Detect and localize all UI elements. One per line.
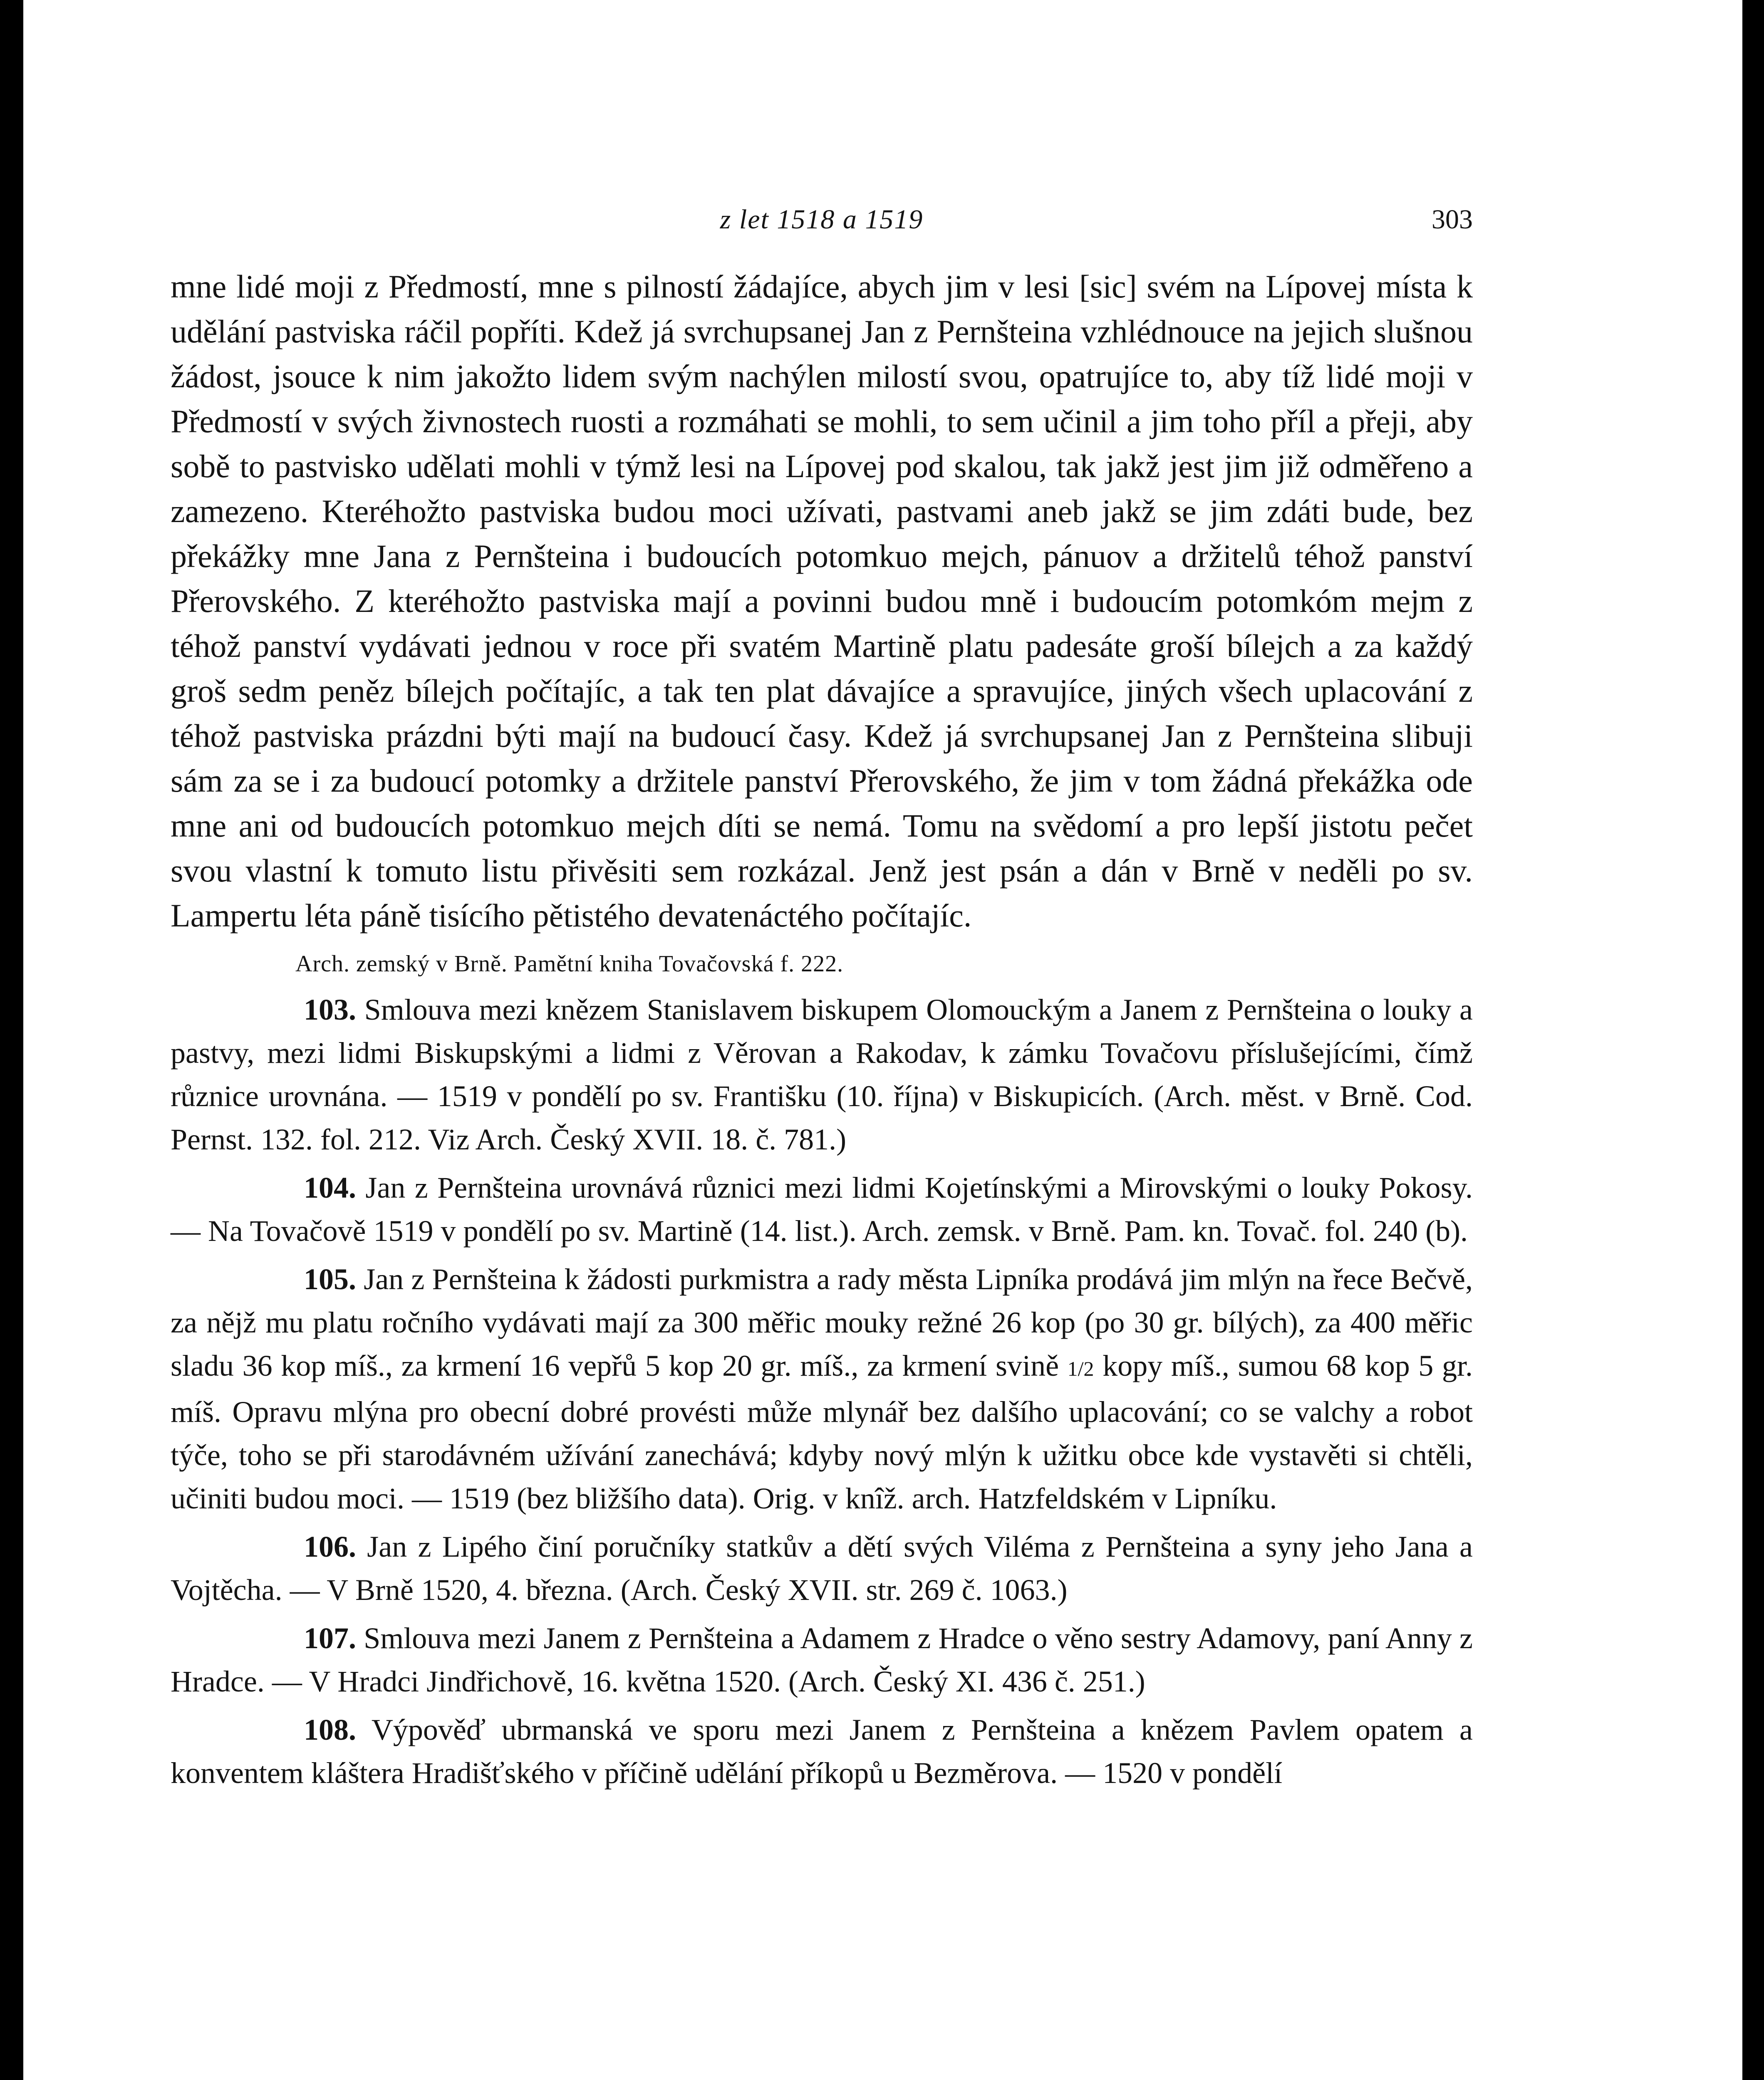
running-header: [171, 204, 1473, 241]
fraction: 1/2: [1067, 1357, 1094, 1380]
entry-text: Jan z Lipého činí poručníky statkův a dětí svých Viléma z Pernšteina a syny jeho Jana a Vojtěcha. — V Brně 1520, 4. března. (Arch. Český XVII. str. 269 č. 1063.): [171, 1530, 1473, 1607]
source-note: Arch. zemský v Brně. Pamětní kniha Tovačovská f. 222.: [295, 951, 844, 977]
page-number: 303: [1432, 204, 1473, 235]
entry-text: Jan z Pernšteina urovnává různici mezi lidmi Kojetínskými a Mirovskými o louky Pokosy. — Na Tovačově 1519 v pondělí po sv. Martině (14. list.). Arch. zemsk. v Brně. Pam. kn. Tovač. fol. 240 (b).: [171, 1171, 1473, 1248]
entry-text: Smlouva mezi knězem Stanislavem biskupem Olomouckým a Janem z Pernšteina o louky a pastvy, mezi lidmi Biskupskými a lidmi z Věrovan a Rakodav, k zámku Tovačovu příslušejícími, čímž různice urovnána. — 1519 v pondělí po sv. Františku (10. října) v Biskupicích. (Arch. měst. v Brně. Cod. Pernst. 132. fol. 212. Viz Arch. Český XVII. 18. č. 781.): [171, 993, 1473, 1156]
entry-105: [171, 1258, 1473, 1520]
entry-number: 107.: [304, 1622, 356, 1655]
entry-number: 105.: [304, 1263, 356, 1296]
entry-104: [171, 1166, 1473, 1253]
running-title: z let 1518 a 1519: [720, 204, 924, 235]
main-text-paragraph: mne lidé moji z Předmostí, mne s pilností žádajíce, abych jim v lesi [sic] svém na Lípovej místa k udělání pastviska ráčil popříti. Kdež já svrchupsanej Jan z Pernšteina vzhlédnouce na jejich slušnou žádost, jsouce k nim jakožto lidem svým nachýlen milostí svou, opatrujíce to, aby tíž lidé moji v Předmostí v svých živnostech ruosti a rozmáhati se mohli, to sem učinil a jim toho příl a přeji, aby sobě to pastvisko udělati mohli v týmž lesi na Lípovej pod skalou, tak jakž jest jim již odměřeno a zamezeno. Kteréhožto pastviska budou moci užívati, pastvami aneb jakž se jim zdáti bude, bez překážky mne Jana z Pernšteina i budoucích potomkuo mejch, pánuov a držitelů téhož panství Přerovského. Z kteréhožto pastviska mají a povinni budou mně i budoucím potomkóm mejm z téhož panství vydávati jednou v roce při svatém Martině platu padesáte groší bílejch a za každý groš sedm peněz bílejch počítajíc, a tak ten plat dávajíce a spravujíce, jiných všech uplacování z téhož pastviska prázdni býti mají na budoucí časy. Kdež já svrchupsanej Jan z Pernšteina slibuji sám za se i za budoucí potomky a držitele panství Přerovského, že jim v tom žádná překážka ode mne ani od budoucích potomkuo mejch díti se nemá. Tomu na svědomí a pro lepší jistotu pečet svou vlastní k tomuto listu přivěsiti sem rozkázal. Jenž jest psán a dán v Brně v neděli po sv. Lampertu léta páně tisícího pětistého devatenáctého počítajíc.: [171, 268, 1473, 934]
entry-number: 106.: [304, 1530, 356, 1563]
entry-number: 108.: [304, 1713, 356, 1746]
book-page: [171, 204, 1473, 1800]
scan-border-right: [1742, 0, 1764, 2080]
scan-border-left: [0, 0, 23, 2080]
entry-108: [171, 1708, 1473, 1795]
entry-text: Jan z Pernšteina k žádosti purkmistra a rady města Lipníka prodává jim mlýn na řece Bečvě, za nějž mu platu ročního vydávati mají za 300 měřic mouky režné 26 kop (po 30 gr. bílých), za 400 měřic sladu 36 kop míš., za krmení 16 vepřů 5 kop 20 gr. míš., za krmení svině: [171, 1263, 1473, 1382]
entry-text: Výpověď ubrmanská ve sporu mezi Janem z Pernšteina a knězem Pavlem opatem a konventem kláštera Hradišťského v příčině udělání příkopů u Bezměrova. — 1520 v pondělí: [171, 1713, 1473, 1790]
entry-text: Smlouva mezi Janem z Pernšteina a Adamem z Hradce o věno sestry Adamovy, paní Anny z Hradce. — V Hradci Jindřichově, 16. května 1520. (Arch. Český XI. 436 č. 251.): [171, 1622, 1473, 1698]
entry-number: 103.: [304, 993, 356, 1026]
entry-107: [171, 1617, 1473, 1703]
entry-text-continued: kopy míš., sumou 68 kop 5 gr. míš. Opravu mlýna pro obecní dobré provésti může mlynář bez dalšího uplacování; co se valchy a robot týče, toho se při starodávném užívání zanechává; kdyby nový mlýn k užitku obce kde vystavěti si chtěli, učiniti budou moci. — 1519 (bez bližšího data). Orig. v knîž. arch. Hatzfeldském v Lipníku.: [171, 1349, 1473, 1515]
entry-106: [171, 1525, 1473, 1612]
entry-number: 104.: [304, 1171, 356, 1204]
entry-103: [171, 988, 1473, 1161]
